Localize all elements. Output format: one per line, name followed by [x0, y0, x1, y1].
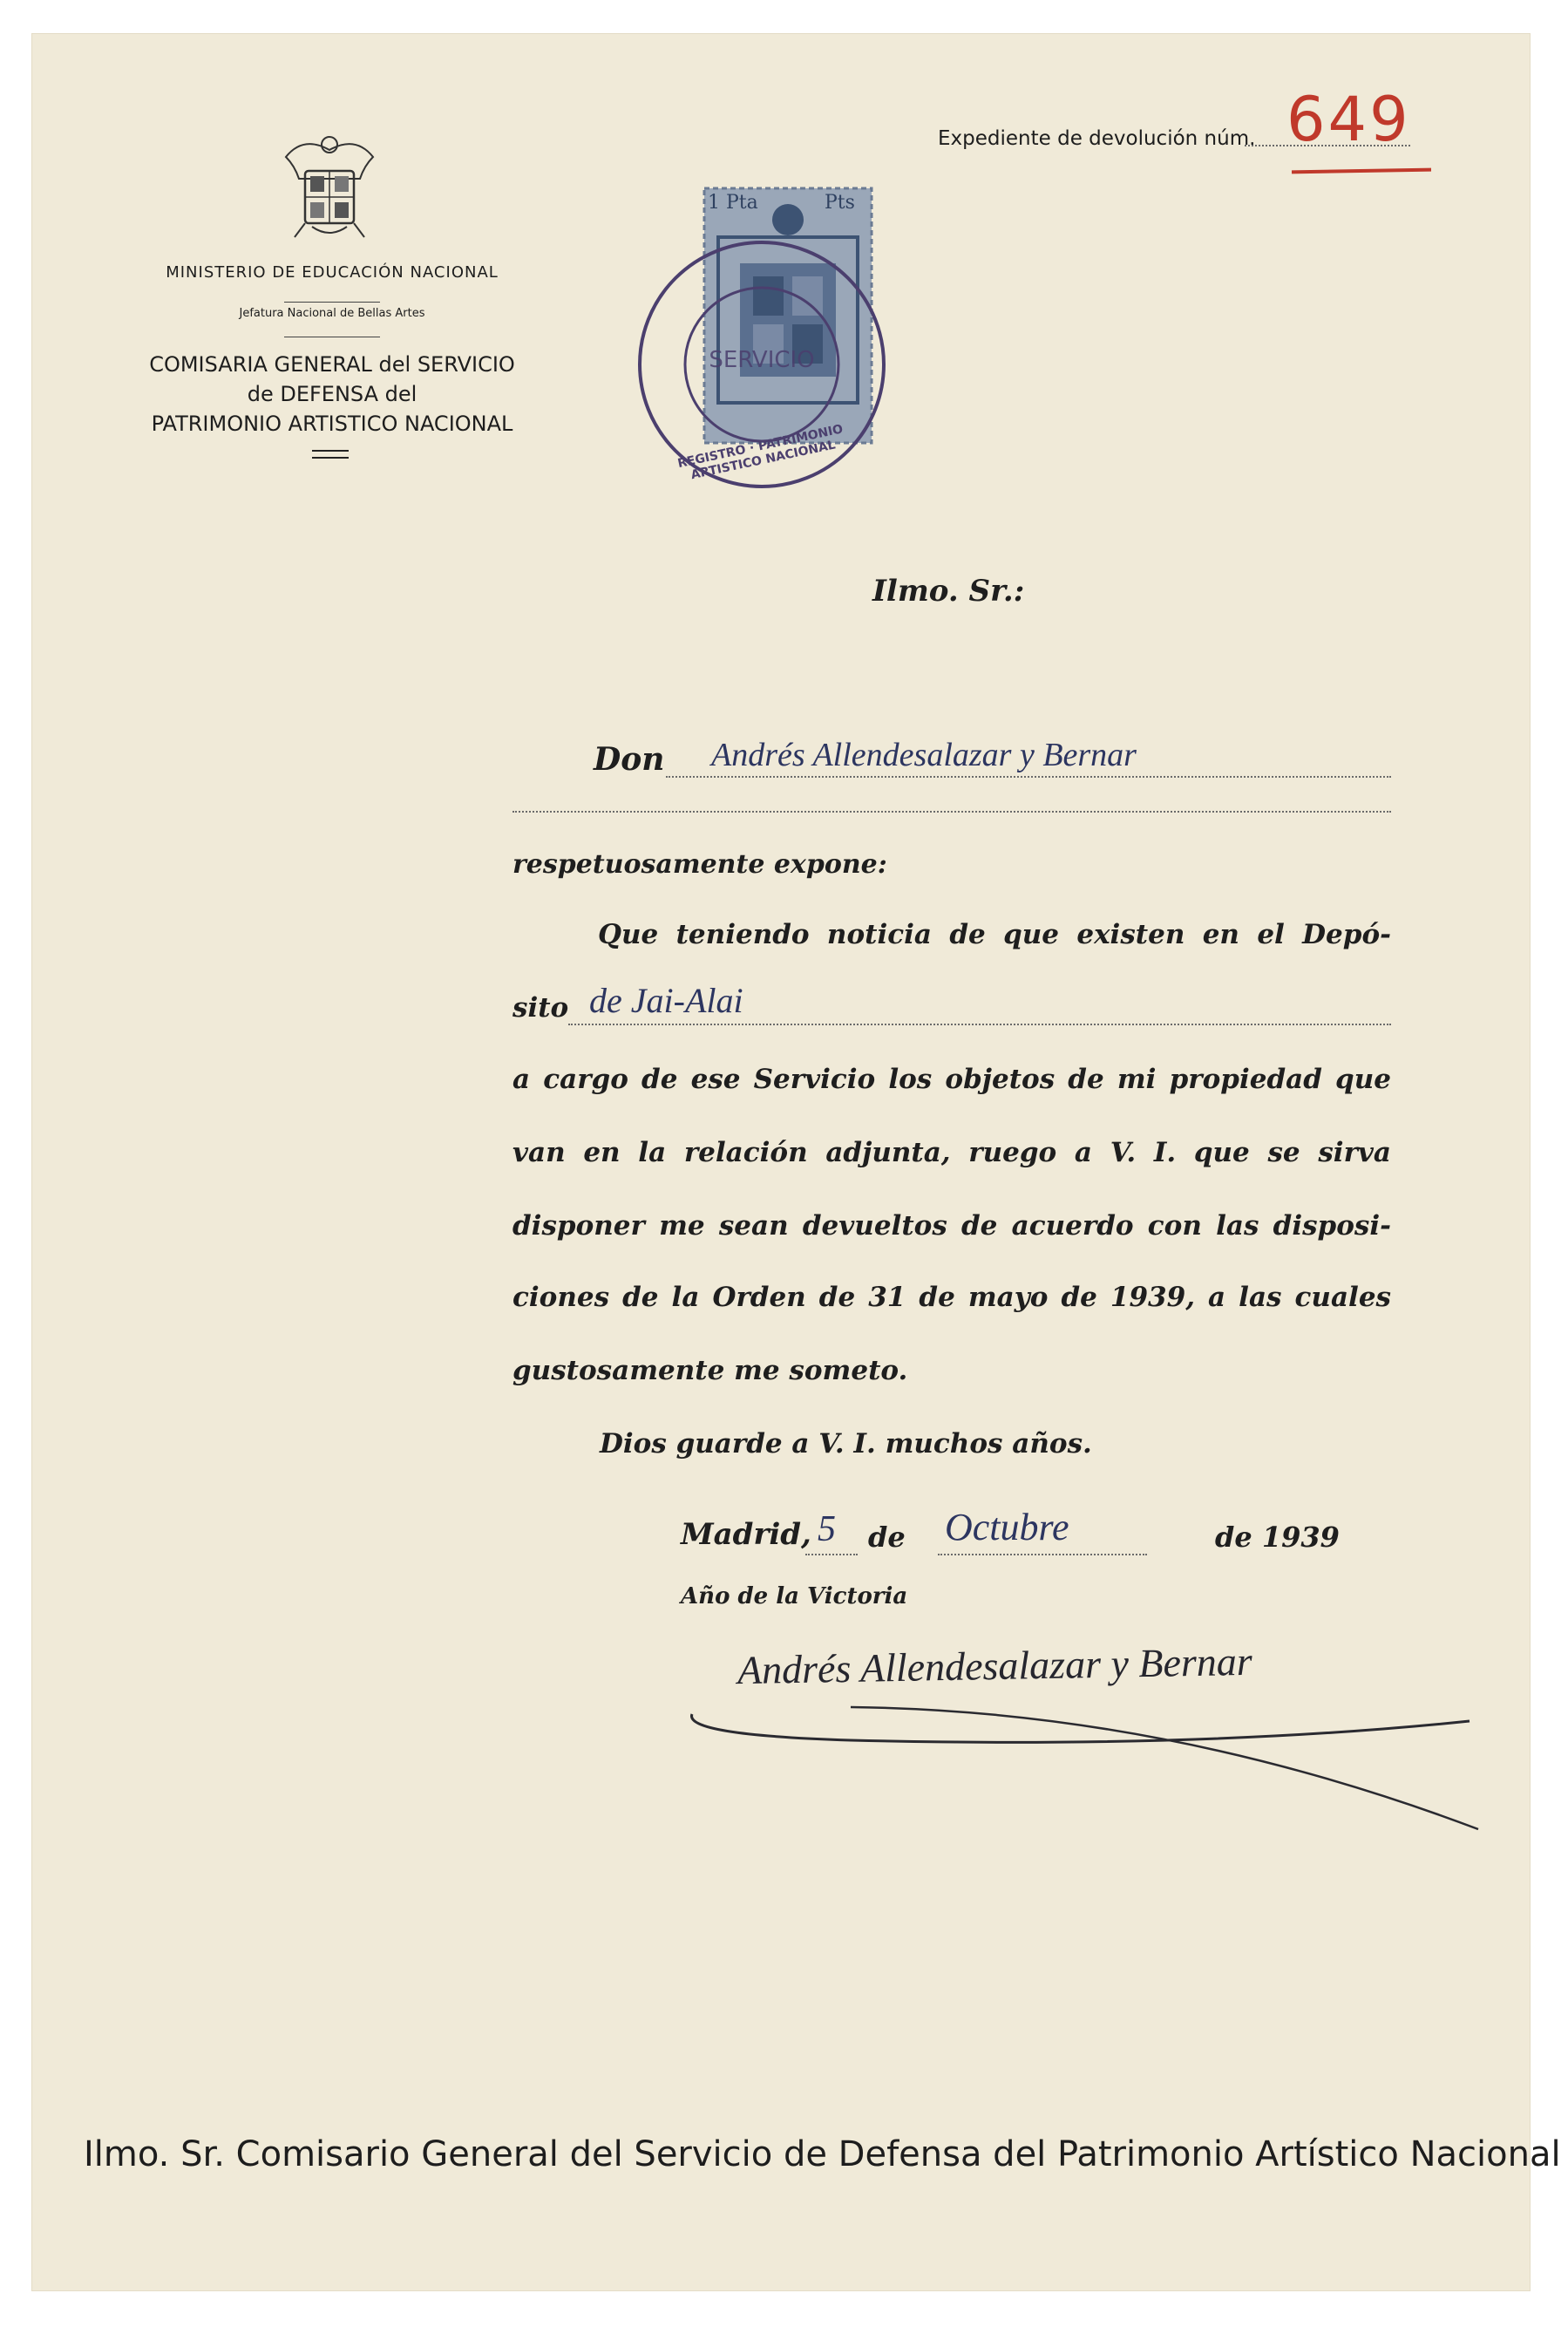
date-day-dotted-line: [805, 1554, 858, 1555]
signature-flourish: [676, 1698, 1496, 1838]
date-month-dotted-line: [938, 1554, 1147, 1555]
body-line-3: a cargo de ese Servicio los objetos de mi propiedad que: [512, 1064, 1391, 1095]
applicant-name: Andrés Allendesalazar y Bernar: [711, 737, 1137, 773]
don-label: Don: [594, 741, 665, 778]
body-line-7: gustosamente me someto.: [512, 1355, 908, 1386]
body-line-5: disponer me sean devueltos de acuerdo con las disposi-: [512, 1210, 1391, 1242]
expediente-number: 649: [1286, 84, 1411, 155]
jefatura-subtitle: Jefatura Nacional de Bellas Artes: [239, 307, 425, 320]
expediente-red-underline: [1292, 168, 1431, 174]
comisaria-line-1: COMISARIA GENERAL del SERVICIO: [149, 352, 515, 377]
stamp-value-left: 1 Pta: [708, 192, 758, 214]
date-day: 5: [818, 1509, 836, 1549]
postmark-center-text: SERVICIO: [709, 347, 815, 373]
date-year: de 1939: [1215, 1521, 1340, 1554]
sito-label: sito: [512, 992, 569, 1024]
body-line-6: ciones de la Orden de 31 de mayo de 1939, a las cuales: [512, 1282, 1391, 1313]
closing-formula: Dios guarde a V. I. muchos años.: [600, 1428, 1092, 1460]
comisaria-line-2: de DEFENSA del: [247, 382, 417, 406]
deposit-name: de Jai-Alai: [589, 981, 743, 1020]
stamp-value-right: Pts: [825, 192, 855, 214]
date-place: Madrid,: [681, 1517, 811, 1552]
body-line-1: Que teniendo noticia de que existen en el Depó-: [598, 919, 1391, 950]
continuation-dotted-line: [512, 811, 1391, 813]
date-month: Octubre: [945, 1506, 1069, 1548]
header-divider: [284, 302, 380, 303]
era-label: Año de la Victoria: [681, 1583, 908, 1609]
sito-dotted-line: [568, 1024, 1391, 1025]
document-sheet: [31, 33, 1561, 2291]
comisaria-line-3: PATRIMONIO ARTISTICO NACIONAL: [151, 412, 513, 436]
don-dotted-line: [666, 776, 1391, 778]
ministry-title: MINISTERIO DE EDUCACIÓN NACIONAL: [166, 263, 499, 282]
body-line-4: van en la relación adjunta, ruego a V. I. que se sirva: [512, 1137, 1391, 1168]
header-double-rule: [312, 450, 349, 459]
coat-of-arms-emblem: [277, 131, 382, 242]
postmark-circle-text: REGISTRO · PATRIMONIO ARTISTICO NACIONAL: [676, 422, 845, 483]
expediente-label: Expediente de devolución núm.: [938, 127, 1256, 150]
cancellation-postmark: [631, 234, 893, 495]
signature: Andrés Allendesalazar y Bernar: [736, 1638, 1253, 1693]
date-de: de: [868, 1521, 906, 1554]
salutation: Ilmo. Sr.:: [872, 574, 1025, 609]
expone-line: respetuosamente expone:: [512, 849, 887, 880]
footer-addressee: Ilmo. Sr. Comisario General del Servicio de Defensa del Patrimonio Artístico Nacional: [84, 2134, 1561, 2174]
